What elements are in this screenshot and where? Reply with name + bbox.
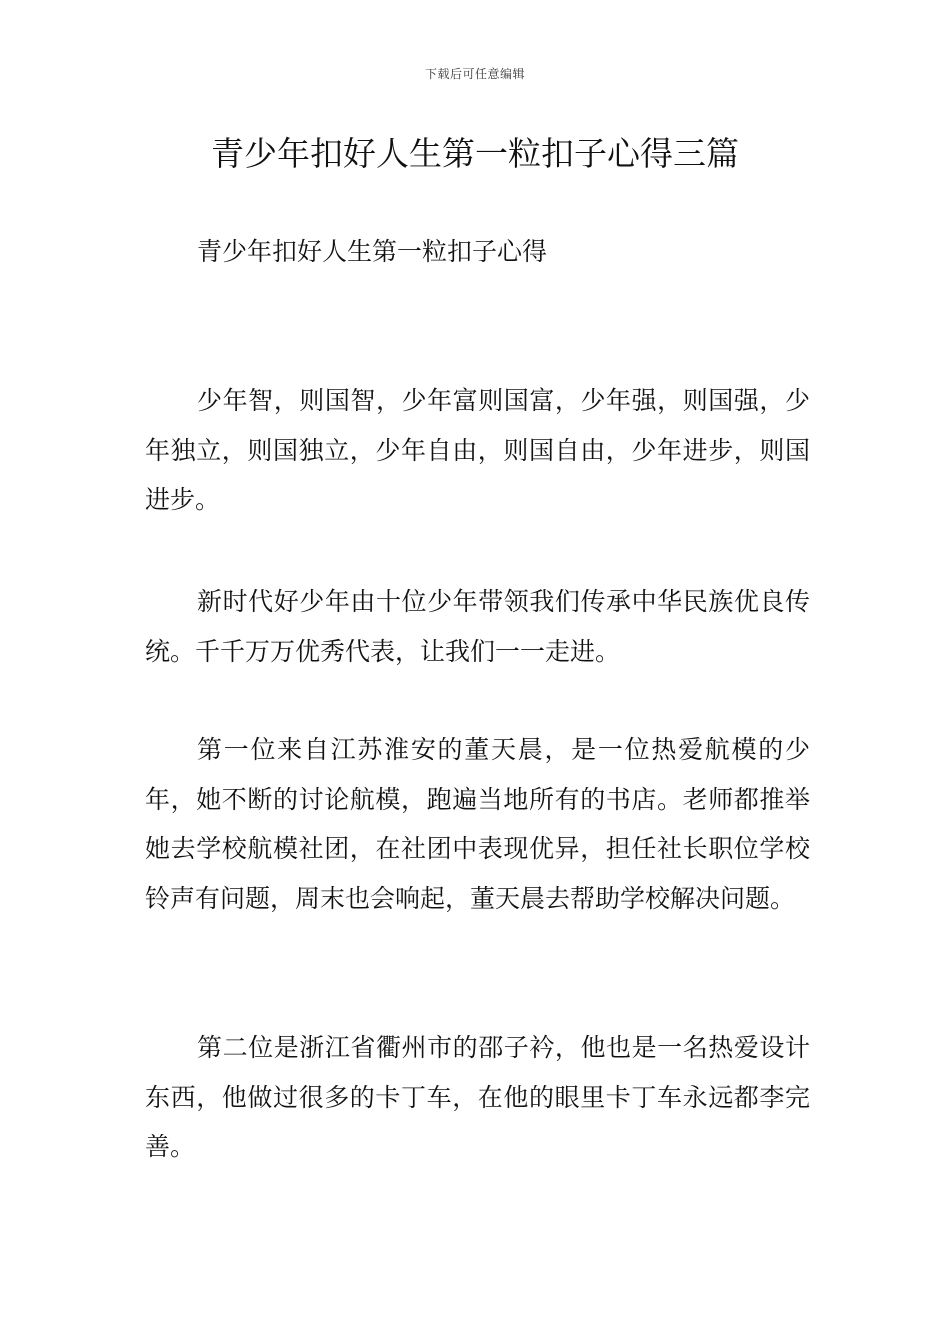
document-title: 青少年扣好人生第一粒扣子心得三篇 xyxy=(211,134,739,173)
section-subtitle: 青少年扣好人生第一粒扣子心得 xyxy=(197,237,548,266)
body-paragraph-3: 第一位来自江苏淮安的董天晨，是一位热爱航模的少年，她不断的讨论航模，跑遍当地所有的书店。老师都推举她去学校航模社团，在社团中表现优异，担任社长职位学校铃声有问题，周末也会响起，董天晨去帮助学校解决问题。 xyxy=(145,735,810,913)
body-paragraph-4: 第二位是浙江省衢州市的邵子衿，他也是一名热爱设计东西，他做过很多的卡丁车，在他的眼里卡丁车永远都李完善。 xyxy=(145,1033,810,1161)
header-note: 下载后可任意编辑 xyxy=(424,67,525,81)
body-paragraph-1: 少年智，则国智，少年富则国富，少年强，则国强，少年独立，则国独立，少年自由，则国自由，少年进步，则国进步。 xyxy=(145,386,810,514)
body-paragraph-2: 新时代好少年由十位少年带领我们传承中华民族优良传统。千千万万优秀代表，让我们一一走进。 xyxy=(145,587,810,666)
